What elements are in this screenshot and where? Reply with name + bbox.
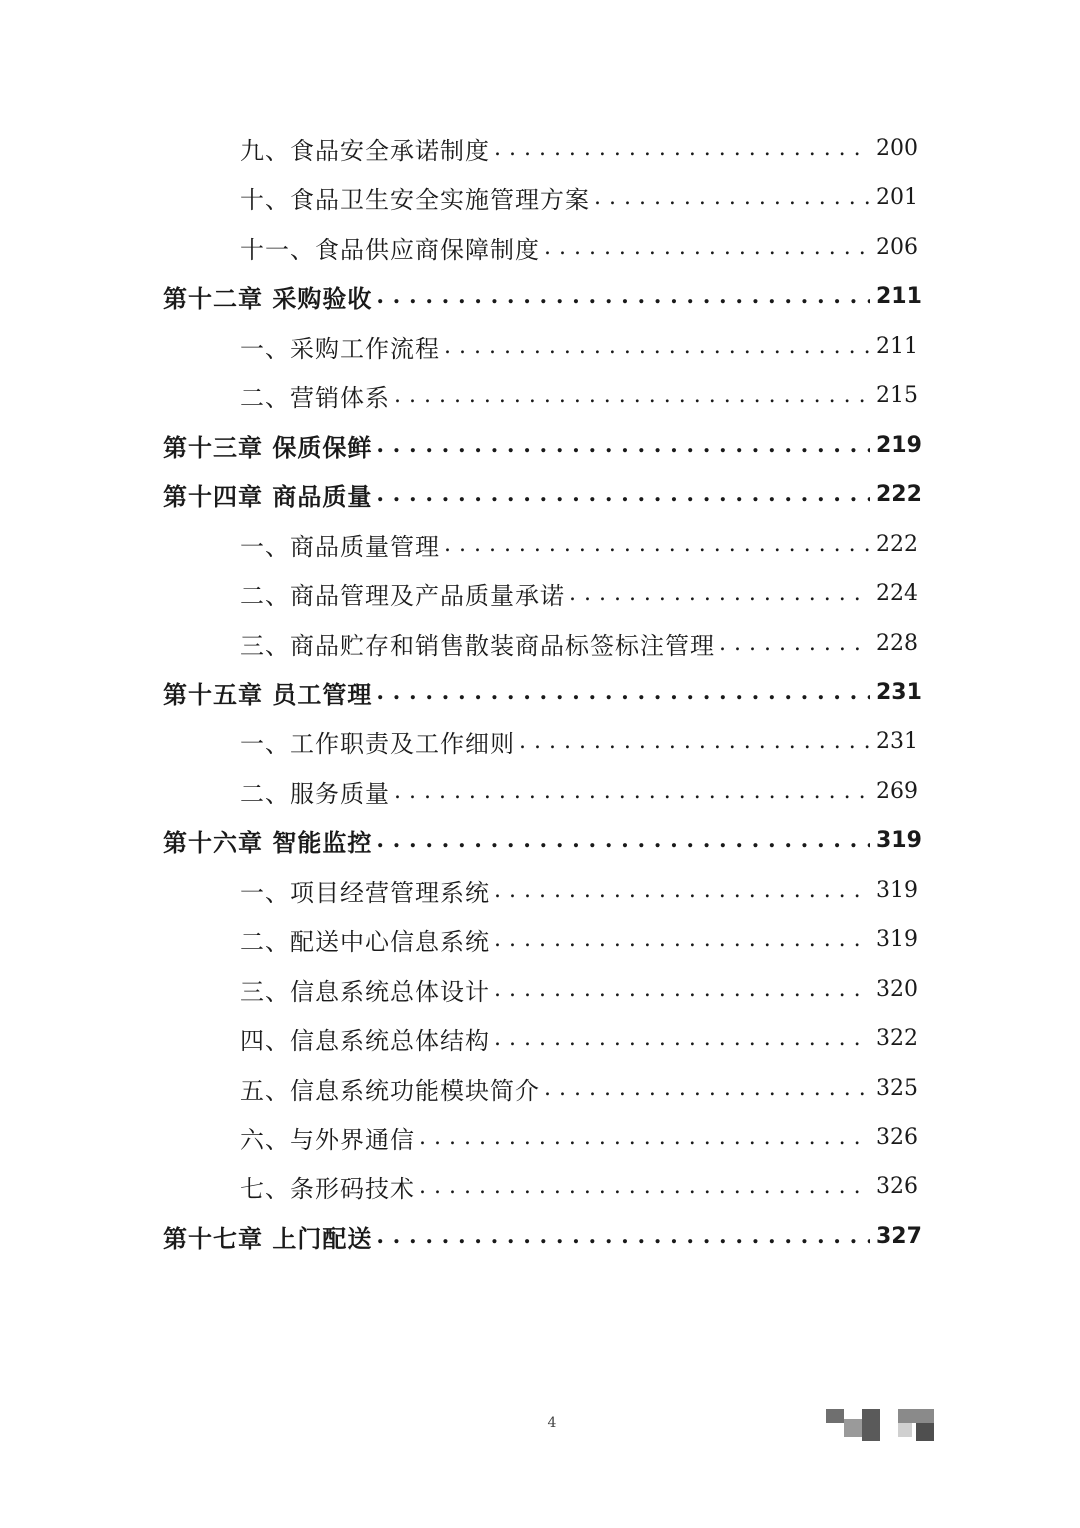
toc-entry-title: 五、信息系统功能模块简介 xyxy=(240,1076,540,1105)
toc-chapter-entry[interactable] xyxy=(163,1216,922,1256)
toc-dot-leader xyxy=(544,227,870,267)
toc-dot-leader xyxy=(544,1068,870,1108)
toc-entry-title: 十、食品卫生安全实施管理方案 xyxy=(240,185,590,214)
toc-entry-title: 一、商品质量管理 xyxy=(240,532,440,561)
toc-entry-page: 219 xyxy=(876,432,922,458)
toc-section-entry[interactable] xyxy=(240,623,916,663)
toc-dot-leader xyxy=(519,721,870,761)
toc-entry-title: 十一、食品供应商保障制度 xyxy=(240,235,540,264)
toc-section-entry[interactable] xyxy=(240,1166,916,1206)
toc-entry-page: 326 xyxy=(876,1173,918,1199)
toc-entry-title: 三、信息系统总体设计 xyxy=(240,977,490,1006)
watermark-logo-icon xyxy=(826,1405,936,1445)
toc-entry-title: 六、与外界通信 xyxy=(240,1125,415,1154)
toc-chapter-entry[interactable] xyxy=(163,276,922,316)
toc-entry-page: 269 xyxy=(876,778,918,804)
toc-entry-page: 200 xyxy=(876,135,918,161)
toc-entry-page: 228 xyxy=(876,630,918,656)
toc-entry-page: 224 xyxy=(876,580,918,606)
toc-dot-leader xyxy=(494,919,870,959)
toc-section-entry[interactable] xyxy=(240,177,916,217)
toc-entry-page: 327 xyxy=(876,1223,922,1249)
toc-entry-page: 211 xyxy=(876,333,918,359)
toc-section-entry[interactable] xyxy=(240,326,916,366)
toc-entry-page: 231 xyxy=(876,679,922,705)
toc-dot-leader xyxy=(569,573,870,613)
toc-section-entry[interactable] xyxy=(240,969,916,1009)
toc-entry-page: 201 xyxy=(876,184,918,210)
toc-entry-title: 第十四章 商品质量 xyxy=(163,481,373,511)
toc-entry-title: 二、配送中心信息系统 xyxy=(240,927,490,956)
toc-section-entry[interactable] xyxy=(240,721,916,761)
toc-section-entry[interactable] xyxy=(240,771,916,811)
toc-entry-title: 九、食品安全承诺制度 xyxy=(240,136,490,165)
toc-dot-leader xyxy=(494,870,870,910)
toc-entry-title: 一、采购工作流程 xyxy=(240,334,440,363)
toc-chapter-entry[interactable] xyxy=(163,425,922,465)
toc-entry-title: 第十五章 员工管理 xyxy=(163,679,373,709)
toc-entry-page: 319 xyxy=(876,827,922,853)
toc-entry-page: 211 xyxy=(876,283,922,309)
toc-entry-title: 二、营销体系 xyxy=(240,383,390,412)
toc-entry-title: 三、商品贮存和销售散装商品标签标注管理 xyxy=(240,631,715,660)
toc-section-entry[interactable] xyxy=(240,573,916,613)
page-number: 4 xyxy=(547,1415,557,1431)
toc-dot-leader xyxy=(494,1018,870,1058)
toc-entry-page: 215 xyxy=(876,382,918,408)
toc-dot-leader xyxy=(444,326,870,366)
toc-section-entry[interactable] xyxy=(240,524,916,564)
toc-chapter-entry[interactable] xyxy=(163,672,922,712)
toc-dot-leader xyxy=(419,1117,870,1157)
toc-dot-leader xyxy=(494,969,870,1009)
toc-entry-title: 二、服务质量 xyxy=(240,779,390,808)
toc-entry-title: 四、信息系统总体结构 xyxy=(240,1026,490,1055)
toc-entry-page: 222 xyxy=(876,481,922,507)
toc-dot-leader xyxy=(376,474,870,514)
toc-entry-title: 一、项目经营管理系统 xyxy=(240,878,490,907)
toc-dot-leader xyxy=(444,524,870,564)
toc-dot-leader xyxy=(494,128,870,168)
toc-section-entry[interactable] xyxy=(240,1117,916,1157)
toc-chapter-entry[interactable] xyxy=(163,820,922,860)
toc-chapter-entry[interactable] xyxy=(163,474,922,514)
toc-dot-leader xyxy=(376,425,870,465)
toc-dot-leader xyxy=(419,1166,870,1206)
toc-entry-page: 320 xyxy=(876,976,918,1002)
toc-entry-page: 319 xyxy=(876,926,918,952)
toc-dot-leader xyxy=(719,623,870,663)
toc-entry-page: 326 xyxy=(876,1124,918,1150)
toc-dot-leader xyxy=(376,1216,870,1256)
toc-entry-page: 231 xyxy=(876,728,918,754)
toc-entry-title: 七、条形码技术 xyxy=(240,1174,415,1203)
toc-dot-leader xyxy=(376,820,870,860)
toc-dot-leader xyxy=(376,276,870,316)
toc-dot-leader xyxy=(394,771,870,811)
toc-entry-page: 222 xyxy=(876,531,918,557)
toc-section-entry[interactable] xyxy=(240,375,916,415)
toc-entry-page: 325 xyxy=(876,1075,918,1101)
toc-entry-title: 二、商品管理及产品质量承诺 xyxy=(240,581,565,610)
toc-entry-title: 第十二章 采购验收 xyxy=(163,283,373,313)
toc-entry-page: 319 xyxy=(876,877,918,903)
toc-section-entry[interactable] xyxy=(240,1068,916,1108)
toc-entry-page: 322 xyxy=(876,1025,918,1051)
toc-entry-title: 第十七章 上门配送 xyxy=(163,1223,373,1253)
toc-entry-title: 一、工作职责及工作细则 xyxy=(240,729,515,758)
toc-entry-page: 206 xyxy=(876,234,918,260)
toc-section-entry[interactable] xyxy=(240,1018,916,1058)
toc-dot-leader xyxy=(594,177,870,217)
toc-section-entry[interactable] xyxy=(240,128,916,168)
toc-section-entry[interactable] xyxy=(240,919,916,959)
toc-entry-title: 第十六章 智能监控 xyxy=(163,827,373,857)
toc-dot-leader xyxy=(394,375,870,415)
toc-section-entry[interactable] xyxy=(240,227,916,267)
toc-section-entry[interactable] xyxy=(240,870,916,910)
toc-entry-title: 第十三章 保质保鲜 xyxy=(163,432,373,462)
toc-dot-leader xyxy=(376,672,870,712)
